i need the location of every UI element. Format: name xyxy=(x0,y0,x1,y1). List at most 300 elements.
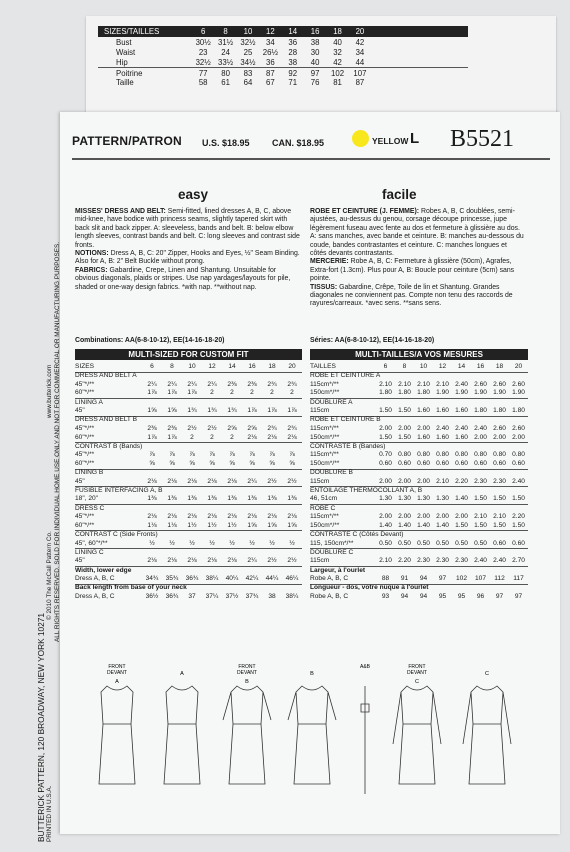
table-cell: 0.60 xyxy=(379,459,392,467)
table-row xyxy=(75,469,302,478)
table-cell xyxy=(433,399,452,408)
table-cell: 2⅛ xyxy=(147,477,157,485)
table-row xyxy=(310,372,528,381)
table-cell xyxy=(490,469,509,478)
table-cell: 38 xyxy=(268,592,276,600)
table-cell: 1.90 xyxy=(455,389,468,397)
table-cell: 1.50 xyxy=(398,407,411,415)
table-row xyxy=(75,557,302,566)
table-cell: 1.50 xyxy=(512,521,525,529)
table-cell xyxy=(490,372,509,381)
table-cell xyxy=(395,505,414,514)
table-cell xyxy=(395,372,414,381)
table-cell xyxy=(414,549,433,558)
table-cell: 2.00 xyxy=(417,424,430,432)
row-label: 115cm*/** xyxy=(310,451,339,459)
table-row xyxy=(75,540,302,549)
size-chart-cell: 32½ xyxy=(195,57,211,67)
table-cell: 107 xyxy=(474,575,486,583)
size-chart-cell: 87 xyxy=(266,68,275,78)
dress-drawing xyxy=(164,686,200,784)
dress-drawing xyxy=(223,686,271,784)
table-cell: 2.00 xyxy=(379,513,392,521)
table-cell xyxy=(376,487,395,496)
table-cell xyxy=(162,469,182,478)
english-combinations: Combinations: AA(6-8-10-12), EE(14-16-18-20) xyxy=(75,337,225,344)
table-cell xyxy=(162,399,182,408)
table-cell: 1.40 xyxy=(436,521,449,529)
table-cell xyxy=(433,505,452,514)
table-cell xyxy=(414,416,433,425)
table-cell: 2.00 xyxy=(379,477,392,485)
table-cell: 1.60 xyxy=(455,407,468,415)
table-cell: 2½ xyxy=(287,477,297,485)
table-cell: 0.80 xyxy=(474,451,487,459)
table-row xyxy=(310,557,528,566)
table-cell xyxy=(452,469,471,478)
row-label: 45", 60"*/** xyxy=(75,539,108,547)
table-cell: 18 xyxy=(495,363,504,370)
notions-lead: MERCERIE: xyxy=(310,258,349,266)
table-cell: 2⅜ xyxy=(147,424,157,432)
table-row xyxy=(75,389,302,398)
table-cell xyxy=(376,372,395,381)
table-cell: ⅞ xyxy=(149,451,155,459)
table-cell xyxy=(182,372,202,381)
table-cell xyxy=(202,443,222,452)
table-row xyxy=(75,434,302,443)
size-chart-row xyxy=(98,47,468,57)
table-cell: 38¼ xyxy=(285,592,299,600)
row-label: SIZES xyxy=(75,363,95,370)
row-label: LINING C xyxy=(75,548,104,556)
table-cell: 1.60 xyxy=(436,433,449,441)
table-cell: 2.10 xyxy=(379,380,392,388)
table-cell: 2.10 xyxy=(417,380,430,388)
table-cell: ½ xyxy=(229,539,235,547)
table-cell: 2½ xyxy=(287,557,297,565)
table-cell xyxy=(222,487,242,496)
row-label: Robe A, B, C xyxy=(310,592,349,600)
table-cell: 37¾ xyxy=(245,592,259,600)
table-cell: 0.50 xyxy=(417,539,430,547)
size-chart-label: Hip xyxy=(116,57,128,67)
table-cell: 1.40 xyxy=(455,495,468,503)
row-label: 60"*/** xyxy=(75,459,95,467)
table-cell: ½ xyxy=(289,539,295,547)
row-label: 115cm xyxy=(310,557,330,565)
table-cell: 18 xyxy=(268,363,276,370)
table-row xyxy=(310,425,528,434)
table-cell: 2⅛ xyxy=(227,557,237,565)
table-cell: 16 xyxy=(248,363,256,370)
table-cell: 0.80 xyxy=(512,451,525,459)
vertical-imprint xyxy=(0,0,60,852)
table-cell: 2 xyxy=(230,433,234,441)
table-cell: 36½ xyxy=(145,592,159,600)
table-cell: 2.00 xyxy=(417,513,430,521)
price-letter: L xyxy=(410,130,420,147)
table-cell xyxy=(376,399,395,408)
table-cell: ⅝ xyxy=(169,459,175,467)
row-label: 45"*/** xyxy=(75,513,95,521)
table-cell xyxy=(162,505,182,514)
table-cell: 2¼ xyxy=(247,477,257,485)
table-cell: 117 xyxy=(513,575,524,583)
table-cell xyxy=(142,469,162,478)
table-cell: 88 xyxy=(381,575,390,583)
table-cell xyxy=(282,531,302,540)
table-cell: 2⅛ xyxy=(247,513,257,521)
table-cell: 97 xyxy=(438,575,447,583)
table-cell: 2.40 xyxy=(455,380,468,388)
table-cell: 2.40 xyxy=(455,424,468,432)
table-cell xyxy=(262,416,282,425)
size-chart-row xyxy=(98,57,468,67)
row-label: Dress A, B, C xyxy=(75,592,115,600)
table-cell xyxy=(202,469,222,478)
english-yardage-table xyxy=(75,363,302,602)
table-cell: 2⅛ xyxy=(147,557,157,565)
table-cell xyxy=(262,469,282,478)
table-cell: 97 xyxy=(495,592,504,600)
table-row xyxy=(310,495,528,504)
table-cell: 16 xyxy=(476,363,485,370)
dress-sketch-c xyxy=(75,664,511,784)
row-label: 150cm*/** xyxy=(310,433,340,441)
table-cell: 1.50 xyxy=(379,407,392,415)
table-cell xyxy=(490,549,509,558)
pattern-number: B5521 xyxy=(450,126,515,152)
size-chart-header-cell: 18 xyxy=(333,27,342,36)
belt-drawing xyxy=(361,686,369,794)
table-cell: 34¾ xyxy=(145,575,159,583)
size-chart-cell: 28 xyxy=(288,47,298,57)
size-chart-cell: 76 xyxy=(310,78,320,87)
dress-drawing xyxy=(393,686,441,784)
table-cell: 0.60 xyxy=(398,459,411,467)
table-cell: 0.60 xyxy=(512,539,525,547)
table-row xyxy=(310,460,528,469)
size-chart-cell: 26½ xyxy=(262,47,278,57)
table-cell: 37½ xyxy=(225,592,239,600)
table-cell: 1⅜ xyxy=(187,495,197,503)
table-cell: 2.60 xyxy=(474,380,487,388)
table-cell: 2.40 xyxy=(474,557,487,565)
table-cell: 1⅝ xyxy=(167,407,177,415)
size-chart-header-cell: SIZES/TAILLES xyxy=(104,27,160,36)
table-cell: 2.10 xyxy=(436,477,449,485)
table-cell: 1⅛ xyxy=(147,521,157,529)
size-chart-label: Taille xyxy=(116,78,134,87)
table-cell: 1.60 xyxy=(455,433,468,441)
table-row xyxy=(75,478,302,487)
table-cell: 1¾ xyxy=(207,407,217,415)
size-chart-cell: 71 xyxy=(288,78,298,87)
table-row xyxy=(310,416,528,425)
table-cell xyxy=(222,505,242,514)
table-cell xyxy=(222,531,242,540)
table-row xyxy=(310,540,528,549)
table-cell xyxy=(222,416,242,425)
table-cell xyxy=(376,531,395,540)
row-label: 115cm*/** xyxy=(310,424,339,432)
table-cell: 2⅛ xyxy=(187,557,197,565)
table-cell: 1.80 xyxy=(474,407,487,415)
table-cell xyxy=(202,531,222,540)
table-cell: 2⅛ xyxy=(287,513,297,521)
table-cell xyxy=(471,531,490,540)
size-chart-cell: 34 xyxy=(355,47,365,57)
table-row xyxy=(310,434,528,443)
table-cell xyxy=(471,399,490,408)
table-cell: ⅝ xyxy=(229,459,235,467)
dress-sketch-c xyxy=(393,664,441,784)
table-cell: 1⅞ xyxy=(247,407,257,415)
table-cell: 1.80 xyxy=(417,389,430,397)
table-cell: 2.30 xyxy=(493,477,506,485)
table-cell: ⅞ xyxy=(209,451,215,459)
table-cell xyxy=(262,399,282,408)
table-cell: 37 xyxy=(188,592,196,600)
table-cell: 2.00 xyxy=(417,477,430,485)
table-row xyxy=(75,487,302,496)
table-cell: 1⅜ xyxy=(147,495,157,503)
table-cell: 2⅛ xyxy=(267,433,277,441)
table-cell: 20 xyxy=(514,363,523,370)
size-chart-cell: 80 xyxy=(221,68,230,78)
table-cell xyxy=(414,505,433,514)
row-label: Width, lower edge xyxy=(75,566,132,574)
row-label: ROBE ET CEINTURE B xyxy=(310,416,381,424)
table-row xyxy=(310,451,528,460)
table-cell: 1.30 xyxy=(398,495,411,503)
table-row xyxy=(310,531,528,540)
table-cell xyxy=(395,469,414,478)
table-cell: 0.50 xyxy=(436,539,449,547)
table-cell: ⅝ xyxy=(269,459,275,467)
table-row xyxy=(310,363,528,372)
table-cell: 94 xyxy=(419,575,428,583)
table-cell xyxy=(509,505,528,514)
table-cell xyxy=(262,443,282,452)
table-cell: ½ xyxy=(189,539,195,547)
table-cell: 2.30 xyxy=(455,557,468,565)
row-label: 18", 20" xyxy=(75,495,99,503)
table-row xyxy=(75,531,302,540)
table-cell: 2.40 xyxy=(493,557,506,565)
size-chart-cell: 107 xyxy=(353,68,367,78)
table-cell: 0.80 xyxy=(455,451,468,459)
size-chart-header-cell: 14 xyxy=(288,27,298,36)
row-label: 45"*/** xyxy=(75,451,95,459)
table-cell xyxy=(262,505,282,514)
table-row xyxy=(310,549,528,558)
size-chart-label: Bust xyxy=(116,37,132,47)
table-cell xyxy=(242,443,262,452)
table-cell: 2⅛ xyxy=(287,433,297,441)
french-table-title: MULTI-TAILLES/A VOS MESURES xyxy=(310,349,528,360)
table-cell: 91 xyxy=(400,575,409,583)
size-chart-cell: 34 xyxy=(266,37,275,47)
garment-sketches xyxy=(75,664,545,824)
table-cell: 6 xyxy=(150,363,154,370)
size-chart-row xyxy=(98,37,468,47)
table-row xyxy=(310,522,528,531)
table-cell: 8 xyxy=(170,363,174,370)
table-cell xyxy=(376,443,395,452)
english-table-title: MULTI-SIZED FOR CUSTOM FIT xyxy=(75,349,302,360)
table-cell: 10 xyxy=(419,363,428,370)
table-cell xyxy=(142,505,162,514)
table-cell xyxy=(282,469,302,478)
row-label: DRESS C xyxy=(75,504,105,512)
table-cell xyxy=(471,469,490,478)
table-cell: 2.60 xyxy=(493,424,506,432)
table-cell xyxy=(414,487,433,496)
color-label: YELLOW xyxy=(372,136,409,146)
table-cell xyxy=(509,469,528,478)
english-heading: easy xyxy=(178,187,209,202)
table-cell: 1¾ xyxy=(187,407,197,415)
table-row xyxy=(310,407,528,416)
table-cell: 1⅞ xyxy=(147,433,157,441)
table-cell: 1.50 xyxy=(493,521,506,529)
row-label: DRESS AND BELT A xyxy=(75,372,137,380)
table-cell xyxy=(509,443,528,452)
dress-drawing xyxy=(463,686,511,784)
table-cell: 40¼ xyxy=(225,575,239,583)
table-row xyxy=(75,575,302,584)
table-cell xyxy=(414,372,433,381)
table-cell: 2 xyxy=(230,389,234,397)
table-row xyxy=(75,593,302,602)
french-combinations: Séries: AA(6-8-10-12), EE(14-16-18-20) xyxy=(310,337,435,344)
table-cell: 8 xyxy=(402,363,407,370)
dress-sketch-a xyxy=(99,664,135,784)
table-cell: 112 xyxy=(494,575,505,583)
table-cell xyxy=(182,549,202,558)
size-chart-header-cell: 8 xyxy=(223,27,228,36)
table-cell: 37¼ xyxy=(205,592,219,600)
row-label: DOUBLURE C xyxy=(310,548,354,556)
table-cell: 1⅝ xyxy=(267,521,277,529)
table-cell: 1⅜ xyxy=(287,495,297,503)
table-cell: 2⅝ xyxy=(227,424,237,432)
size-chart-cell: 38 xyxy=(288,57,298,67)
table-cell xyxy=(471,416,490,425)
table-row xyxy=(75,407,302,416)
table-row xyxy=(75,416,302,425)
table-cell xyxy=(242,399,262,408)
french-heading: facile xyxy=(382,187,417,202)
table-cell: 2½ xyxy=(207,424,217,432)
table-cell: ½ xyxy=(209,539,215,547)
table-cell xyxy=(142,531,162,540)
table-cell: 42¼ xyxy=(245,575,259,583)
table-cell xyxy=(202,372,222,381)
table-cell xyxy=(433,416,452,425)
table-cell: 0.60 xyxy=(493,539,506,547)
table-row xyxy=(310,469,528,478)
row-label: DOUBLURE B xyxy=(310,469,353,477)
table-cell: 2 xyxy=(270,389,274,397)
copyright-line: © 2010 The McCall Pattern Co. xyxy=(46,531,53,620)
pattern-header xyxy=(72,126,552,152)
row-label: 45" xyxy=(75,477,85,485)
table-cell: 2⅛ xyxy=(207,477,217,485)
table-cell xyxy=(395,399,414,408)
row-label: CONTRASTE C (Côtés Devant) xyxy=(310,531,404,539)
row-label: 45" xyxy=(75,407,85,415)
table-cell: 1⅜ xyxy=(227,495,237,503)
sketch-view-letter: C xyxy=(415,679,419,685)
table-cell: 2¼ xyxy=(207,380,217,388)
table-cell: 2⅜ xyxy=(167,424,177,432)
row-label: DOUBLURE A xyxy=(310,398,353,406)
size-chart-header-cell: 16 xyxy=(310,27,320,36)
table-cell: 0.60 xyxy=(493,459,506,467)
table-cell xyxy=(509,399,528,408)
fabrics-text: Gabardine, Crêpe, Toile de lin et Shantung. Grandes diagonales ne conviennent pas. Compte non tenu des raccords de rayures/carreaux. *avec sens. **sans sens. xyxy=(310,283,513,308)
table-cell: 1½ xyxy=(227,521,237,529)
table-cell xyxy=(452,399,471,408)
size-chart-cell: 24 xyxy=(221,47,230,57)
table-cell: 1.50 xyxy=(474,521,487,529)
table-cell xyxy=(202,549,222,558)
table-cell: 1⅞ xyxy=(267,407,277,415)
table-cell: 0.50 xyxy=(379,539,392,547)
table-cell: ½ xyxy=(249,539,255,547)
table-cell xyxy=(395,487,414,496)
table-cell: 1⅞ xyxy=(167,389,177,397)
table-cell: 2 xyxy=(210,433,214,441)
size-chart-cell: 97 xyxy=(310,68,320,78)
table-cell: 2⅛ xyxy=(187,513,197,521)
table-cell: 2.30 xyxy=(474,477,487,485)
table-cell: 1.60 xyxy=(436,407,449,415)
description-lead: MISSES' DRESS AND BELT: xyxy=(75,208,166,215)
table-cell: 1⅝ xyxy=(287,521,297,529)
dress-drawing xyxy=(288,686,336,784)
table-cell: 1.50 xyxy=(474,495,487,503)
size-chart-cell: 102 xyxy=(331,68,345,78)
table-cell: 1.40 xyxy=(398,521,411,529)
table-row xyxy=(75,381,302,390)
table-cell: 1.50 xyxy=(379,433,392,441)
size-chart-cell: 77 xyxy=(198,68,208,78)
table-cell: 2.00 xyxy=(398,424,411,432)
table-cell: 1.80 xyxy=(512,407,525,415)
website-line: www.butterick.com xyxy=(46,364,53,418)
table-row xyxy=(75,460,302,469)
row-label: 60"*/** xyxy=(75,521,95,529)
table-cell xyxy=(471,549,490,558)
row-label: CONTRAST C (Side Fronts) xyxy=(75,531,158,539)
size-chart-cell: 64 xyxy=(243,78,253,87)
size-chart-cell: 40 xyxy=(310,57,320,67)
table-cell: 2¼ xyxy=(187,380,197,388)
row-label: 60"*/** xyxy=(75,389,95,397)
table-cell: 2⅛ xyxy=(167,513,177,521)
size-chart xyxy=(98,26,468,87)
table-cell xyxy=(509,487,528,496)
table-cell xyxy=(490,416,509,425)
size-chart-cell: 32 xyxy=(333,47,342,57)
table-cell: ⅞ xyxy=(189,451,195,459)
table-cell: 2 xyxy=(210,389,214,397)
table-cell xyxy=(262,487,282,496)
